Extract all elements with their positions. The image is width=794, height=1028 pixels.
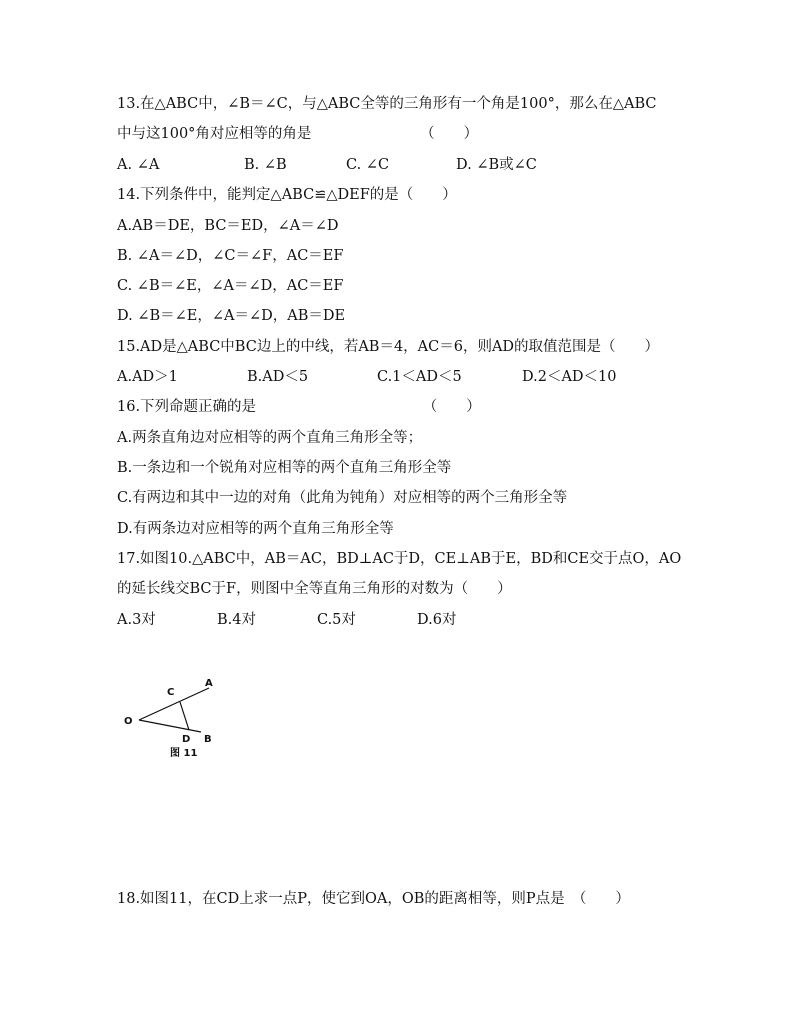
q16-option-d: D.有两条边对应相等的两个直角三角形全等 [117,521,394,537]
q15-option-a: A.AD＞1 [117,369,178,385]
q16-stem: 16.下列命题正确的是 （ ） [117,399,481,415]
q13-option-c: C. ∠C [346,157,390,173]
q13-option-b: B. ∠B [244,157,287,173]
q16-option-a: A.两条直角边对应相等的两个直角三角形全等； [117,430,423,446]
q14-option-b: B. ∠A＝∠D，∠C＝∠F，AC＝EF [117,248,344,264]
q17-stem-line1: 17.如图10.△ABC中，AB＝AC，BD⊥AC于D，CE⊥AB于E，BD和CE交于点O，AO [117,551,682,567]
q18-stem: 18.如图11，在CD上求一点P，使它到OA，OB的距离相等，则P点是 （ ） [117,891,630,907]
q17-option-c: C.5对 [317,612,356,628]
q14-stem: 14.下列条件中，能判定△ABC≌△DEF的是（ ） [117,187,457,203]
q13-option-d: D. ∠B或∠C [456,157,537,173]
q14-option-d: D. ∠B＝∠E，∠A＝∠D，AB＝DE [117,308,346,324]
figure-caption: 图 11 [170,748,198,759]
q15-option-d: D.2＜AD＜10 [522,369,617,385]
q17-stem-line2: 的延长线交BC于F，则图中全等直角三角形的对数为（ ） [117,581,512,597]
q15-stem: 15.AD是△ABC中BC边上的中线，若AB＝4，AC＝6，则AD的取值范围是（ ） [117,339,660,355]
segment-cd [180,702,189,730]
label-d: D [182,734,191,745]
q17-option-d: D.6对 [417,612,457,628]
q16-option-c: C.有两边和其中一边的对角（此角为钝角）对应相等的两个三角形全等 [117,490,568,506]
label-o: O [124,716,133,727]
label-c: C [167,687,175,698]
q13-option-a: A. ∠A [117,157,160,173]
q16-option-b: B.一条边和一个锐角对应相等的两个直角三角形全等 [117,460,452,476]
q17-option-a: A.3对 [117,612,156,628]
label-b: B [204,734,212,745]
ray-ob [139,720,201,732]
q13-stem-line1: 13.在△ABC中，∠B＝∠C，与△ABC全等的三角形有一个角是100°，那么在△ABC [117,96,657,112]
figure-11 [118,670,228,765]
q14-option-a: A.AB＝DE，BC＝ED，∠A＝∠D [117,218,339,234]
q13-stem-line2: 中与这100°角对应相等的角是 （ ） [117,126,479,142]
q17-option-b: B.4对 [217,612,256,628]
label-a: A [205,678,213,689]
q14-option-c: C. ∠B＝∠E，∠A＝∠D，AC＝EF [117,278,344,294]
q15-option-c: C.1＜AD＜5 [377,369,462,385]
q15-option-b: B.AD＜5 [247,369,309,385]
